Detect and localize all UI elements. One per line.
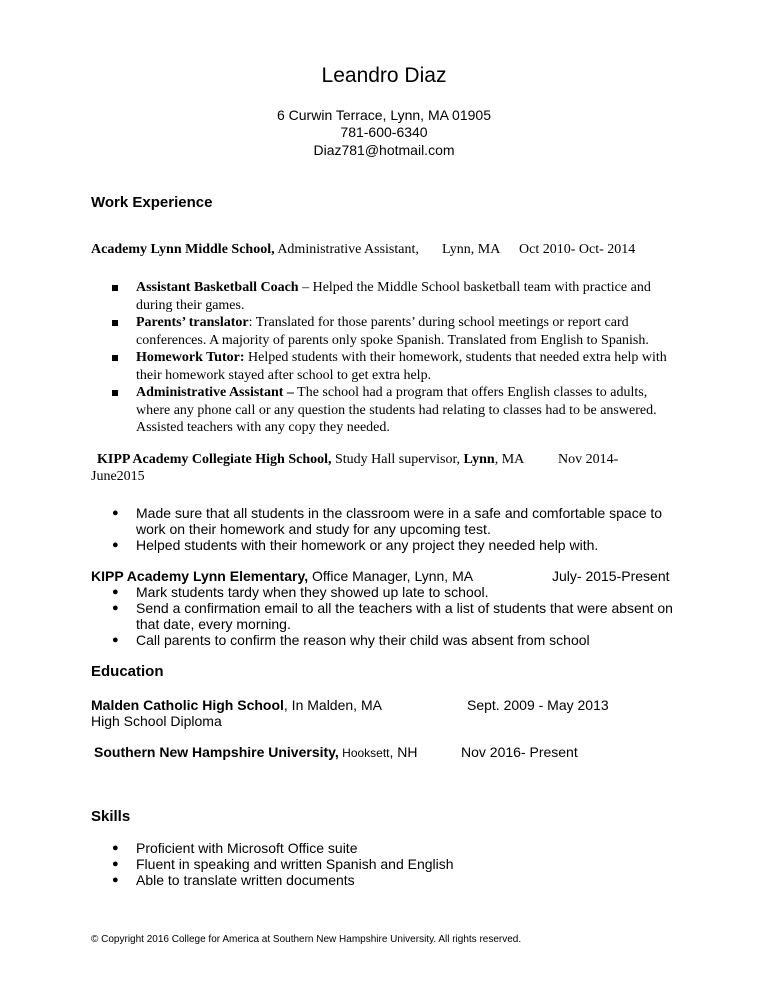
list-item: ● Fluent in speaking and written Spanish and English — [112, 856, 454, 872]
email: Diaz781@hotmail.com — [313, 142, 455, 158]
school-2-city: Hooksett — [338, 746, 390, 760]
list-item: ● Able to translate written documents — [112, 872, 355, 888]
school-1-dates: Sept. 2009 - May 2013 — [467, 697, 609, 713]
skills-heading: Skills — [91, 808, 131, 825]
school-1-place: , In Malden, MA — [283, 697, 382, 713]
square-bullet-icon — [112, 390, 118, 396]
school-1-degree: High School Diploma — [91, 713, 222, 729]
school-2-dates: Nov 2016- Present — [461, 744, 578, 760]
copyright-footer: © Copyright 2016 College for America at Southern New Hampshire University. All rights reserved. — [91, 934, 522, 945]
job-2-dates-end: June2015 — [91, 469, 145, 484]
square-bullet-icon — [112, 355, 118, 361]
bullet-dot-icon: ● — [112, 634, 119, 646]
bullet-dot-icon: ● — [112, 842, 119, 854]
list-item: ● Call parents to confirm the reason why their child was absent from school — [112, 632, 590, 648]
job-3-role: Office Manager, Lynn, MA — [308, 568, 474, 584]
list-item: ● Helped students with their homework or any project they needed help with. — [112, 537, 599, 553]
job-1-org: Academy Lynn Middle School, — [91, 242, 275, 257]
education-heading: Education — [91, 663, 164, 680]
job-3-duties — [112, 584, 677, 648]
school-2-state: , NH — [389, 744, 418, 760]
job-1-location: Lynn, MA — [442, 242, 501, 257]
list-item: Homework Tutor: Helped students with their homework, students that needed extra help with their homework stayed after school to get extra help. — [112, 349, 677, 384]
square-bullet-icon — [112, 320, 118, 326]
phone: 781-600-6340 — [340, 124, 428, 140]
bullet-dot-icon: ● — [112, 539, 119, 551]
list-item: ● Send a confirmation email to all the teachers with a list of students that were absent on that date, every morning. — [112, 600, 673, 632]
bullet-dot-icon: ● — [112, 602, 119, 614]
job-1-duties — [112, 279, 677, 437]
job-2-org: KIPP Academy Collegiate High School, — [97, 452, 332, 467]
bullet-dot-icon: ● — [112, 874, 119, 886]
list-item: ● Mark students tardy when they showed up late to school. — [112, 584, 489, 600]
list-item: Assistant Basketball Coach – Helped the Middle School basketball team with practice and during their games. — [112, 279, 677, 314]
school-2-header — [94, 744, 418, 760]
work-experience-heading: Work Experience — [91, 194, 213, 211]
school-1-header — [91, 697, 382, 713]
list-item: ● Proficient with Microsoft Office suite — [112, 840, 358, 856]
job-1-role: Administrative Assistant, — [274, 242, 419, 257]
job-2-duties — [112, 505, 677, 553]
job-2-state: , MA — [494, 452, 525, 467]
address: 6 Curwin Terrace, Lynn, MA 01905 — [276, 107, 491, 123]
job-2-city: Lynn — [463, 452, 495, 467]
job-3-dates: July- 2015-Present — [552, 568, 670, 584]
list-item: Administrative Assistant – The school had a program that offers English classes to adults, where any phone call or any question the students had relating to classes had to be answered. Assisted teachers with any copy they needed. — [112, 384, 677, 437]
job-3-header — [91, 568, 473, 584]
job-2-dates-start: Nov 2014- — [558, 452, 619, 467]
school-2-name: Southern New Hampshire University, — [94, 744, 339, 760]
applicant-name: Leandro Diaz — [321, 64, 447, 87]
bullet-dot-icon: ● — [112, 858, 119, 870]
bullet-dot-icon: ● — [112, 507, 119, 519]
job-2-role: Study Hall supervisor, — [331, 452, 464, 467]
bullet-dot-icon: ● — [112, 586, 119, 598]
job-3-org: KIPP Academy Lynn Elementary, — [91, 568, 309, 584]
list-item: Parents’ translator: Translated for those parents’ during school meetings or report card conferences. A majority of parents only spoke Spanish. Translated from English to Spanish. — [112, 314, 677, 349]
skills-list — [112, 840, 677, 888]
job-2-header — [97, 452, 524, 468]
list-item: ● Made sure that all students in the classroom were in a safe and comfortable space to work on their homework and study for any upcoming test. — [112, 505, 663, 537]
school-1-name: Malden Catholic High School — [91, 697, 284, 713]
job-1-dates: Oct 2010- Oct- 2014 — [519, 242, 636, 257]
job-1-header — [91, 242, 419, 258]
square-bullet-icon — [112, 285, 118, 291]
